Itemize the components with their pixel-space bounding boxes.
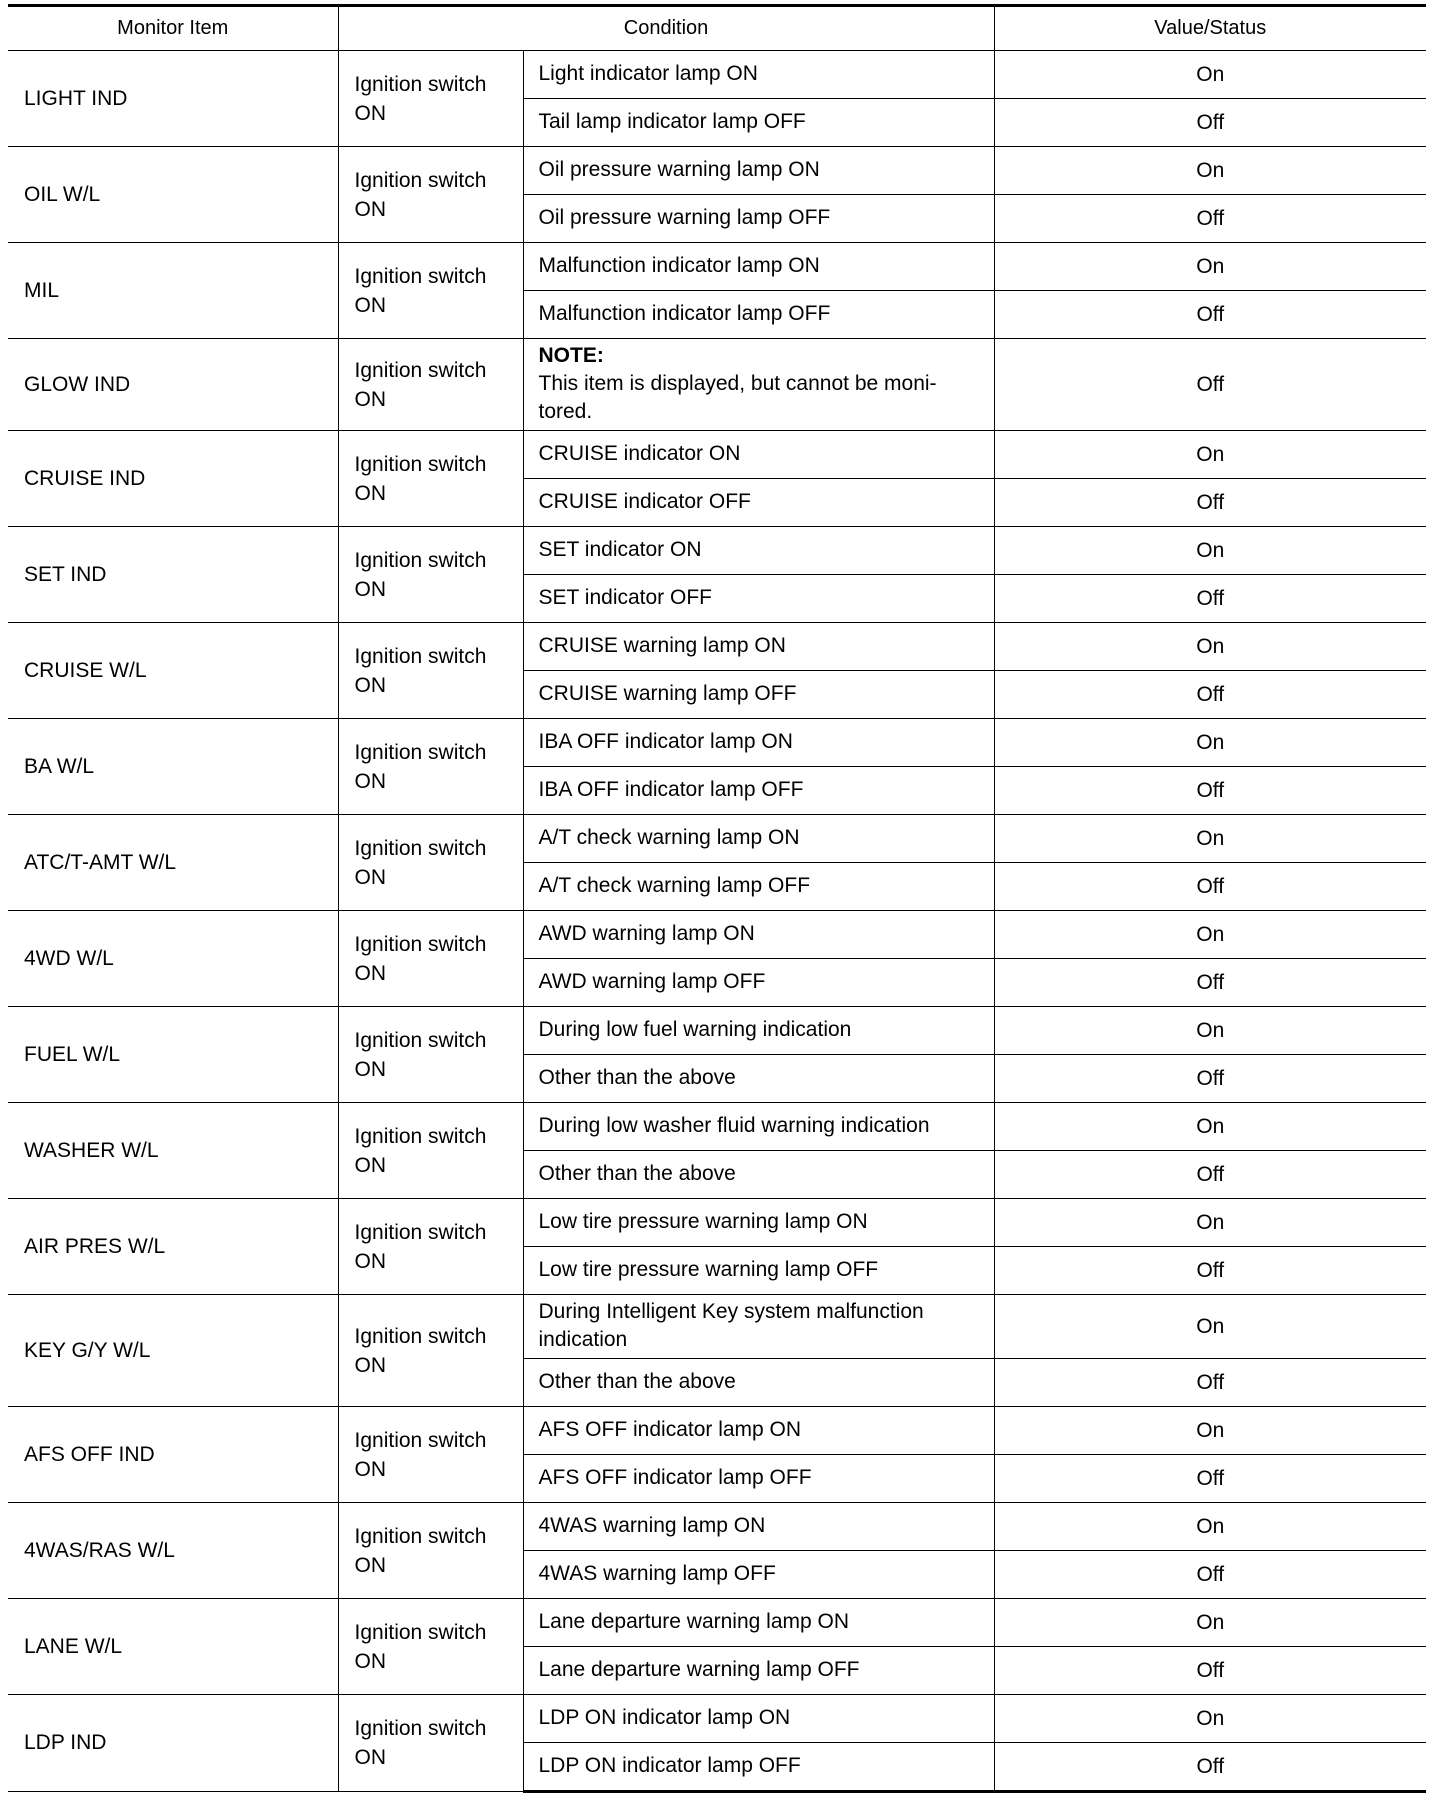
ignition-text: ON bbox=[354, 865, 386, 889]
condition-cell: Malfunction indicator lamp ON bbox=[523, 243, 994, 291]
monitor-item-cell: WASHER W/L bbox=[8, 1103, 338, 1199]
value-status-cell: On bbox=[994, 815, 1426, 863]
value-status-cell: Off bbox=[994, 959, 1426, 1007]
ignition-condition-cell bbox=[338, 339, 523, 431]
ignition-text: ON bbox=[354, 1353, 386, 1377]
monitor-item-cell: SET IND bbox=[8, 527, 338, 623]
value-status-cell: Off bbox=[994, 575, 1426, 623]
monitor-item-cell: CRUISE W/L bbox=[8, 623, 338, 719]
value-status-cell: Off bbox=[994, 479, 1426, 527]
ignition-text: Ignition switch bbox=[354, 644, 487, 668]
ignition-text: Ignition switch bbox=[354, 358, 487, 382]
value-status-cell: Off bbox=[994, 767, 1426, 815]
ignition-text: Ignition switch bbox=[354, 168, 487, 192]
condition-cell: AWD warning lamp ON bbox=[523, 911, 994, 959]
condition-cell: 4WAS warning lamp ON bbox=[523, 1503, 994, 1551]
value-status-cell: On bbox=[994, 1007, 1426, 1055]
note-text: This item is displayed, but cannot be moni-tored. bbox=[538, 372, 937, 423]
value-status-cell: On bbox=[994, 527, 1426, 575]
condition-cell bbox=[523, 339, 994, 431]
monitor-item-cell: AFS OFF IND bbox=[8, 1407, 338, 1503]
monitor-item-cell: AIR PRES W/L bbox=[8, 1199, 338, 1295]
value-status-cell: On bbox=[994, 1503, 1426, 1551]
table-row bbox=[8, 911, 1426, 959]
ignition-condition-cell bbox=[338, 527, 523, 623]
condition-cell: Other than the above bbox=[523, 1359, 994, 1407]
value-status-cell: Off bbox=[994, 291, 1426, 339]
ignition-text: Ignition switch bbox=[354, 740, 487, 764]
condition-cell: AFS OFF indicator lamp ON bbox=[523, 1407, 994, 1455]
monitor-item-cell: LIGHT IND bbox=[8, 51, 338, 147]
condition-cell: CRUISE indicator OFF bbox=[523, 479, 994, 527]
condition-cell: A/T check warning lamp OFF bbox=[523, 863, 994, 911]
monitor-item-cell: ATC/T-AMT W/L bbox=[8, 815, 338, 911]
table-row bbox=[8, 1295, 1426, 1359]
value-status-cell: On bbox=[994, 623, 1426, 671]
condition-cell: Tail lamp indicator lamp OFF bbox=[523, 99, 994, 147]
ignition-text: ON bbox=[354, 1153, 386, 1177]
ignition-text: Ignition switch bbox=[354, 72, 487, 96]
value-status-cell: On bbox=[994, 1199, 1426, 1247]
ignition-text: ON bbox=[354, 1553, 386, 1577]
ignition-text: ON bbox=[354, 1057, 386, 1081]
ignition-text: ON bbox=[354, 961, 386, 985]
condition-cell: Light indicator lamp ON bbox=[523, 51, 994, 99]
condition-cell: Other than the above bbox=[523, 1151, 994, 1199]
condition-cell: IBA OFF indicator lamp OFF bbox=[523, 767, 994, 815]
ignition-text: ON bbox=[354, 769, 386, 793]
value-status-cell: On bbox=[994, 1599, 1426, 1647]
value-status-cell: On bbox=[994, 147, 1426, 195]
condition-cell: SET indicator OFF bbox=[523, 575, 994, 623]
monitor-item-cell: 4WAS/RAS W/L bbox=[8, 1503, 338, 1599]
value-status-cell: On bbox=[994, 243, 1426, 291]
ignition-text: Ignition switch bbox=[354, 1524, 487, 1548]
condition-cell: CRUISE indicator ON bbox=[523, 431, 994, 479]
ignition-condition-cell bbox=[338, 1295, 523, 1407]
table-row bbox=[8, 1599, 1426, 1647]
table-row bbox=[8, 1007, 1426, 1055]
ignition-condition-cell bbox=[338, 147, 523, 243]
ignition-text: ON bbox=[354, 1457, 386, 1481]
ignition-text: ON bbox=[354, 577, 386, 601]
ignition-text: ON bbox=[354, 197, 386, 221]
value-status-cell: On bbox=[994, 1295, 1426, 1359]
value-status-cell: Off bbox=[994, 1151, 1426, 1199]
condition-cell: Oil pressure warning lamp ON bbox=[523, 147, 994, 195]
ignition-condition-cell bbox=[338, 51, 523, 147]
condition-cell: LDP ON indicator lamp OFF bbox=[523, 1743, 994, 1792]
header-condition: Condition bbox=[338, 6, 994, 51]
condition-cell: A/T check warning lamp ON bbox=[523, 815, 994, 863]
ignition-condition-cell bbox=[338, 1007, 523, 1103]
monitor-item-cell: LDP IND bbox=[8, 1695, 338, 1792]
ignition-condition-cell bbox=[338, 719, 523, 815]
value-status-cell: Off bbox=[994, 339, 1426, 431]
ignition-condition-cell bbox=[338, 1199, 523, 1295]
condition-cell: Malfunction indicator lamp OFF bbox=[523, 291, 994, 339]
monitor-item-cell: 4WD W/L bbox=[8, 911, 338, 1007]
ignition-text: Ignition switch bbox=[354, 836, 487, 860]
ignition-condition-cell bbox=[338, 431, 523, 527]
ignition-text: ON bbox=[354, 387, 386, 411]
condition-cell: Oil pressure warning lamp OFF bbox=[523, 195, 994, 243]
ignition-text: ON bbox=[354, 101, 386, 125]
condition-cell: 4WAS warning lamp OFF bbox=[523, 1551, 994, 1599]
table-row bbox=[8, 623, 1426, 671]
table-row bbox=[8, 147, 1426, 195]
ignition-condition-cell bbox=[338, 1503, 523, 1599]
value-status-cell: Off bbox=[994, 1743, 1426, 1792]
ignition-text: Ignition switch bbox=[354, 1428, 487, 1452]
ignition-text: Ignition switch bbox=[354, 452, 487, 476]
table-row bbox=[8, 1695, 1426, 1743]
value-status-cell: Off bbox=[994, 1359, 1426, 1407]
table-row bbox=[8, 1503, 1426, 1551]
ignition-condition-cell bbox=[338, 815, 523, 911]
ignition-text: Ignition switch bbox=[354, 1124, 487, 1148]
value-status-cell: On bbox=[994, 1695, 1426, 1743]
value-status-cell: Off bbox=[994, 863, 1426, 911]
value-status-cell: On bbox=[994, 431, 1426, 479]
ignition-text: ON bbox=[354, 293, 386, 317]
table-row bbox=[8, 815, 1426, 863]
ignition-condition-cell bbox=[338, 623, 523, 719]
ignition-text: ON bbox=[354, 673, 386, 697]
table-header-row bbox=[8, 6, 1426, 51]
table-row bbox=[8, 1199, 1426, 1247]
value-status-cell: Off bbox=[994, 1055, 1426, 1103]
condition-cell: LDP ON indicator lamp ON bbox=[523, 1695, 994, 1743]
ignition-text: Ignition switch bbox=[354, 548, 487, 572]
condition-cell: During low washer fluid warning indication bbox=[523, 1103, 994, 1151]
ignition-text: Ignition switch bbox=[354, 1220, 487, 1244]
monitor-item-cell: LANE W/L bbox=[8, 1599, 338, 1695]
ignition-text: Ignition switch bbox=[354, 264, 487, 288]
condition-cell: CRUISE warning lamp OFF bbox=[523, 671, 994, 719]
ignition-text: Ignition switch bbox=[354, 1324, 487, 1348]
value-status-cell: Off bbox=[994, 1551, 1426, 1599]
ignition-text: ON bbox=[354, 1649, 386, 1673]
ignition-text: Ignition switch bbox=[354, 1717, 487, 1740]
condition-cell: Other than the above bbox=[523, 1055, 994, 1103]
value-status-cell: On bbox=[994, 51, 1426, 99]
value-status-cell: Off bbox=[994, 671, 1426, 719]
value-status-cell: On bbox=[994, 1407, 1426, 1455]
monitor-item-cell: BA W/L bbox=[8, 719, 338, 815]
value-status-cell: On bbox=[994, 719, 1426, 767]
table-row bbox=[8, 51, 1426, 99]
monitor-item-cell: MIL bbox=[8, 243, 338, 339]
ignition-text: ON bbox=[354, 1249, 386, 1273]
condition-cell: CRUISE warning lamp ON bbox=[523, 623, 994, 671]
note-title: NOTE: bbox=[538, 344, 604, 367]
header-value-status: Value/Status bbox=[994, 6, 1426, 51]
ignition-condition-cell bbox=[338, 1407, 523, 1503]
ignition-condition-cell bbox=[338, 1103, 523, 1199]
ignition-condition-cell bbox=[338, 1695, 523, 1792]
value-status-cell: Off bbox=[994, 1647, 1426, 1695]
ignition-condition-cell bbox=[338, 911, 523, 1007]
ignition-text: ON bbox=[354, 481, 386, 505]
value-status-cell: Off bbox=[994, 1455, 1426, 1503]
ignition-condition-cell bbox=[338, 1599, 523, 1695]
value-status-cell: Off bbox=[994, 99, 1426, 147]
table-row bbox=[8, 339, 1426, 431]
condition-cell: Lane departure warning lamp OFF bbox=[523, 1647, 994, 1695]
ignition-condition-cell bbox=[338, 243, 523, 339]
header-monitor-item: Monitor Item bbox=[8, 6, 338, 51]
table-row bbox=[8, 719, 1426, 767]
table-row bbox=[8, 1103, 1426, 1151]
condition-cell: Lane departure warning lamp ON bbox=[523, 1599, 994, 1647]
monitor-item-cell: KEY G/Y W/L bbox=[8, 1295, 338, 1407]
value-status-cell: On bbox=[994, 1103, 1426, 1151]
ignition-text: Ignition switch bbox=[354, 1620, 487, 1644]
condition-cell: SET indicator ON bbox=[523, 527, 994, 575]
condition-cell: IBA OFF indicator lamp ON bbox=[523, 719, 994, 767]
table-row bbox=[8, 527, 1426, 575]
table-row bbox=[8, 431, 1426, 479]
table-row bbox=[8, 243, 1426, 291]
condition-cell: AFS OFF indicator lamp OFF bbox=[523, 1455, 994, 1503]
monitor-item-cell: GLOW IND bbox=[8, 339, 338, 431]
ignition-text: Ignition switch bbox=[354, 1028, 487, 1052]
value-status-cell: Off bbox=[994, 195, 1426, 243]
condition-cell: During Intelligent Key system malfunction indication bbox=[523, 1295, 994, 1359]
ignition-text: ON bbox=[354, 1746, 386, 1769]
monitor-table bbox=[8, 4, 1426, 1793]
value-status-cell: Off bbox=[994, 1247, 1426, 1295]
condition-cell: Low tire pressure warning lamp OFF bbox=[523, 1247, 994, 1295]
table-row bbox=[8, 1407, 1426, 1455]
ignition-text: Ignition switch bbox=[354, 932, 487, 956]
monitor-item-cell: FUEL W/L bbox=[8, 1007, 338, 1103]
monitor-item-cell: OIL W/L bbox=[8, 147, 338, 243]
condition-cell: Low tire pressure warning lamp ON bbox=[523, 1199, 994, 1247]
monitor-item-cell: CRUISE IND bbox=[8, 431, 338, 527]
condition-cell: During low fuel warning indication bbox=[523, 1007, 994, 1055]
value-status-cell: On bbox=[994, 911, 1426, 959]
condition-cell: AWD warning lamp OFF bbox=[523, 959, 994, 1007]
